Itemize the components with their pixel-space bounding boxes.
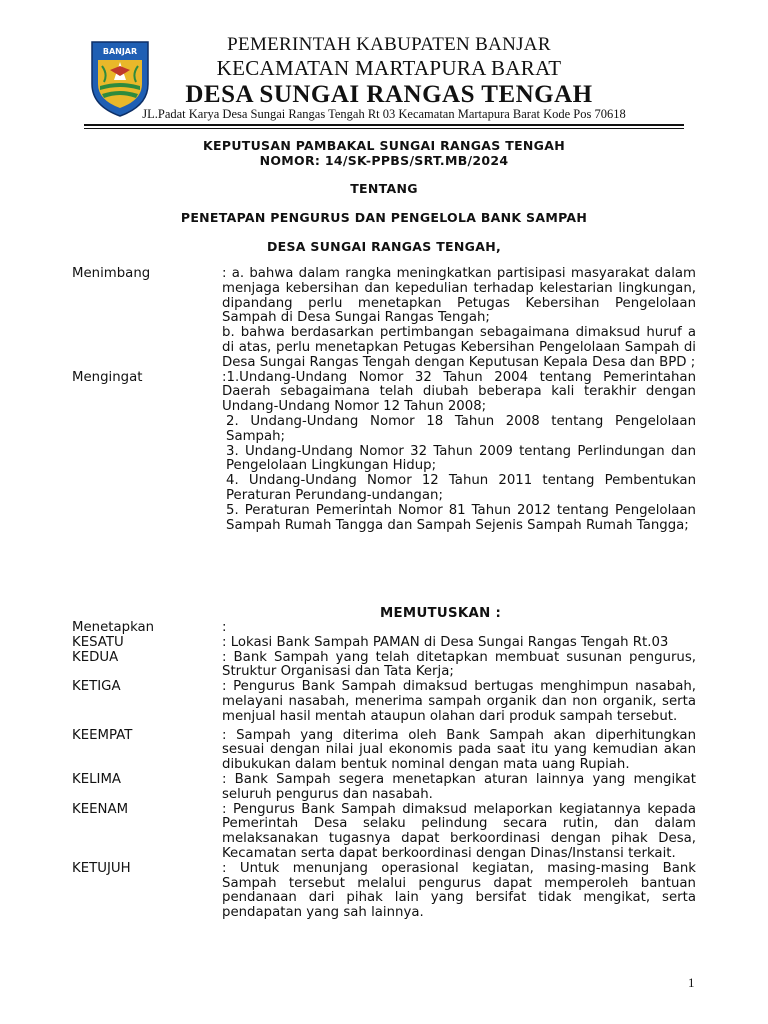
mengingat-label: Mengingat [72,369,143,385]
government-name: PEMERINTAH KABUPATEN BANJAR [227,34,551,55]
diktum-label: KEEMPAT [72,727,133,743]
mengingat-item: 4. Undang-Undang Nomor 12 Tahun 2011 tentang Pembentukan Peraturan Perundang-undangan; [226,473,696,503]
mengingat-item: 3. Undang-Undang Nomor 32 Tahun 2009 tentang Perlindungan dan Pengelolaan Lingkungan Hidup; [226,443,696,474]
diktum-label: KEDUA [72,649,119,665]
diktum-row [72,803,697,862]
diktum-row [72,729,697,773]
menimbang-point-a: : a. bahwa dalam rangka meningkatkan partisipasi masyarakat dalam menjaga kebersihan dan kepedulian terhadap kelestarian lingkungan, dipandang perlu menetapkan Petugas Kebersihan Pengelolaan Sampah di Desa Sungai Rangas Tengah; [222,266,696,326]
diktum-label: KETIGA [72,679,121,695]
letterhead-rule-thin [84,128,684,129]
diktum-text: : Bank Sampah segera menetapkan aturan lainnya yang mengikat seluruh pengurus dan nasabah. [222,771,696,802]
logo-text: BANJAR [102,47,138,56]
diktum-row [72,651,697,681]
diktum-row [72,636,697,651]
memutuskan-heading: MEMUTUSKAN : [380,606,502,621]
diktum-text: : Pengurus Bank Sampah dimaksud melaporkan kegiatannya kepada Pemerintah Desa selaku pelindung secara rutin, dan dalam melaksanakan tugasnya dapat berkoordinasi dengan pihak Desa, Kecamatan serta dapat berkoordinasi dengan Dinas/Instansi terkait. [222,801,696,861]
decree-village: DESA SUNGAI RANGAS TENGAH, [266,239,501,254]
menimbang-label: Menimbang [72,266,151,281]
mengingat-item: 5. Peraturan Pemerintah Nomor 81 Tahun 2012 tentang Pengelolaan Sampah Rumah Tangga dan Sampah Sejenis Sampah Rumah Tangga; [226,502,696,533]
diktum-label: KETUJUH [72,860,131,876]
page-number: 1 [688,975,695,990]
diktum-text: : Sampah yang diterima oleh Bank Sampah akan diperhitungkan sesuai dengan nilai jual ekonomis pada saat itu yang kemudian akan dibukukan dalam bentuk nominal dengan mata uang Rupiah. [222,727,696,773]
diktum-text: : Lokasi Bank Sampah PAMAN di Desa Sungai Rangas Tengah Rt.03 [222,634,669,650]
mengingat-item: 2. Undang-Undang Nomor 18 Tahun 2008 tentang Pengelolaan Sampah; [226,413,696,444]
menetapkan-text: : [222,620,227,635]
menimbang-row [72,267,697,371]
address: JL.Padat Karya Desa Sungai Rangas Tengah Rt 03 Kecamatan Martapura Barat Kode Pos 70618 [142,107,626,121]
decree-title: KEPUTUSAN PAMBAKAL SUNGAI RANGAS TENGAH [203,138,565,153]
considerations-section [72,267,697,533]
letterhead-text [150,34,628,110]
diktum-label: KESATU [72,634,124,650]
diktum-text: : Pengurus Bank Sampah dimaksud bertugas menghimpun nasabah, melayani nasabah, menerima sampah organik dan non organik, serta menjual hasil mentah ataupun olahan dari produk sampah tersebut. [222,679,696,724]
letterhead-rule [84,124,684,126]
diktum-text: : Untuk menunjang operasional kegiatan, masing-masing Bank Sampah tersebut melalui pengurus dapat memperoleh bantuan pendanaan dari pihak lain yang bersifat tidak mengikat, serta pendapatan yang sah lainnya. [222,860,696,921]
menetapkan-label: Menetapkan [72,620,155,635]
tentang-heading: TENTANG [350,181,418,196]
diktum-row [72,773,697,803]
menimbang-point-b: b. bahwa berdasarkan pertimbangan sebagaimana dimaksud huruf a di atas, perlu menetapkan Petugas Kebersihan Pengelolaan Sampah di Desa Sungai Rangas Tengah dengan Keputusan Kepala Desa dan BPD ; [222,325,696,370]
letterhead [0,0,768,130]
diktum-label: KEENAM [72,801,129,817]
menetapkan-row [72,621,697,636]
diktum-label: KELIMA [72,771,122,787]
district-name: KECAMATAN MARTAPURA BARAT [216,56,562,80]
decree-number: NOMOR: 14/SK-PPBS/SRT.MB/2024 [259,153,509,168]
diktum-row [72,680,697,724]
mengingat-row [72,371,697,534]
diktum-row [72,862,697,921]
decisions-section [72,621,697,921]
diktum-text: : Bank Sampah yang telah ditetapkan membuat susunan pengurus, Struktur Organisasi dan Tata Kerja; [222,649,696,680]
decree-subject: PENETAPAN PENGURUS DAN PENGELOLA BANK SAMPAH [180,210,588,225]
mengingat-item: :1.Undang-Undang Nomor 32 Tahun 2004 tentang Pemerintahan Daerah sebagaimana telah diubah beberapa kali terakhir dengan Undang-Undang Nomor 12 Tahun 2008; [222,369,696,415]
village-name: DESA SUNGAI RANGAS TENGAH [185,81,593,108]
